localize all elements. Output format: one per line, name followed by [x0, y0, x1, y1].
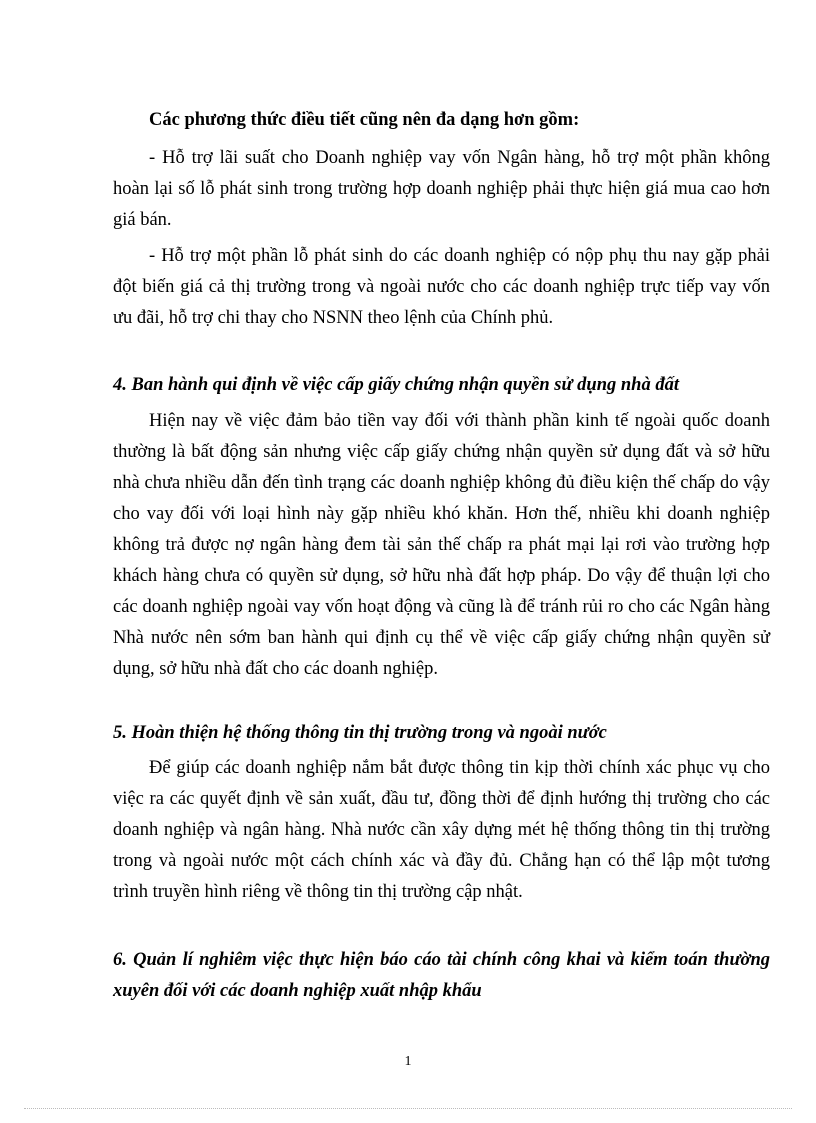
- section-5-heading: 5. Hoàn thiện hệ thống thông tin thị trường trong và ngoài nước: [113, 723, 607, 743]
- section-5-body: Để giúp các doanh nghiệp nắm bắt được thông tin kịp thời chính xác phục vụ cho việc ra các quyết định về sản xuất, đầu tư, đồng thời để định hướng thị trường cho các doanh nghiệp và ngân hàng. Nhà nước cần xây dựng mét hệ thống thông tin thị trường trong và ngoài nước một cách chính xác và đầy đủ. Chẳng hạn có thể lập một tương trình truyền hình riêng về thông tin thị trường cập nhật.: [113, 758, 770, 902]
- page-bottom-divider: [24, 1108, 792, 1109]
- bullet-paragraph-2: - Hỗ trợ một phần lỗ phát sinh do các doanh nghiệp có nộp phụ thu nay gặp phải đột biến giá cả thị trường trong và ngoài nước cho các doanh nghiệp trực tiếp vay vốn ưu đãi, hỗ trợ chi thay cho NSNN theo lệnh của Chính phủ.: [113, 246, 770, 328]
- section-6-heading: 6. Quản lí nghiêm việc thực hiện báo cáo tài chính công khai và kiểm toán thường xuyên đối với các doanh nghiệp xuất nhập khẩu: [113, 950, 770, 1001]
- intro-heading: Các phương thức điều tiết cũng nên đa dạng hơn gồm:: [149, 110, 580, 130]
- section-4-heading: 4. Ban hành qui định về việc cấp giấy chứng nhận quyền sử dụng nhà đất: [113, 375, 679, 395]
- page-number: 1: [404, 1054, 412, 1069]
- bullet-paragraph-1: - Hỗ trợ lãi suất cho Doanh nghiệp vay vốn Ngân hàng, hỗ trợ một phần không hoàn lại số lỗ phát sinh trong trường hợp doanh nghiệp phải thực hiện giá mua cao hơn giá bán.: [113, 148, 770, 230]
- section-4-body: Hiện nay về việc đảm bảo tiền vay đối với thành phần kinh tế ngoài quốc doanh thường là bất động sản nhưng việc cấp giấy chứng nhận quyền sử dụng đất và sở hữu nhà chưa nhiều dẫn đến tình trạng các doanh nghiệp không đủ điều kiện thế chấp do vậy cho vay đối với loại hình này gặp nhiều khó khăn. Hơn thế, nhiều khi doanh nghiệp không trả được nợ ngân hàng đem tài sản thế chấp ra phát mại lại rơi vào trường hợp khách hàng chưa có quyền sử dụng, sở hữu nhà đất hợp pháp. Do vậy để thuận lợi cho các doanh nghiệp ngoài vay vốn hoạt động và cũng là để tránh rủi ro cho các Ngân hàng Nhà nước nên sớm ban hành qui định cụ thể về việc cấp giấy chứng nhận quyền sử dụng, sở hữu nhà đất cho các doanh nghiệp.: [113, 411, 770, 679]
